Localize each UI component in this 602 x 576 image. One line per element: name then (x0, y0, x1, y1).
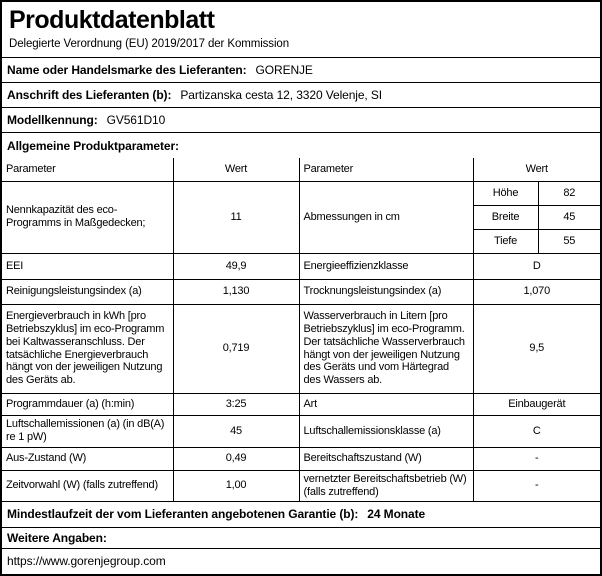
value-noise-emissions: 45 (173, 415, 299, 447)
header-wert-left: Wert (173, 158, 299, 181)
value-eei: 49,9 (173, 253, 299, 279)
table-row-eei (2, 253, 600, 279)
param-drying-index: Trocknungsleistungsindex (a) (299, 279, 473, 304)
param-type: Art (299, 393, 473, 415)
address-row (2, 83, 600, 108)
value-off-mode: 0,49 (173, 447, 299, 470)
param-off-mode: Aus-Zustand (W) (2, 447, 173, 470)
table-row-energy-water (2, 304, 600, 393)
page-subtitle: Delegierte Verordnung (EU) 2019/2017 der Kommission (9, 37, 290, 50)
value-noise-class: C (473, 415, 600, 447)
value-program-duration: 3:25 (173, 393, 299, 415)
param-cleaning-index: Reinigungsleistungsindex (a) (2, 279, 173, 304)
dimension-value-height: 82 (538, 181, 600, 205)
param-dimensions: Abmessungen in cm (299, 181, 473, 253)
value-energy-class: D (473, 253, 600, 279)
supplier-label: Name oder Handelsmarke des Lieferanten: (7, 63, 247, 77)
dimension-label-width: Breite (473, 205, 538, 229)
general-parameters-heading: Allgemeine Produktparameter: (7, 138, 179, 153)
dimension-value-width: 45 (538, 205, 600, 229)
dimension-value-depth: 55 (538, 229, 600, 253)
model-row (2, 108, 600, 133)
title-block (2, 2, 600, 58)
warranty-value: 24 Monate (367, 507, 426, 521)
table-header-row (2, 158, 600, 181)
table-row-delay-networked (2, 470, 600, 501)
value-type: Einbaugerät (473, 393, 600, 415)
param-noise-emissions: Luftschallemissionen (a) (in dB(A) re 1 pW) (2, 415, 173, 447)
header-parameter-left: Parameter (2, 158, 173, 181)
warranty-label: Mindestlaufzeit der vom Lieferanten angebotenen Garantie (b): (7, 507, 359, 521)
website-row (2, 549, 600, 574)
param-eei: EEI (2, 253, 173, 279)
param-energy-consumption: Energieverbrauch in kWh [pro Betriebszyklus] im eco-Programm bei Kaltwasseranschluss. Der tatsächliche Energieverbrauch hängt von der jeweiligen Nutzung des Geräts ab. (2, 304, 173, 393)
table-row-noise (2, 415, 600, 447)
param-energy-class: Energieeffizienzklasse (299, 253, 473, 279)
warranty-row (2, 501, 600, 528)
table-row-duration-type (2, 393, 600, 415)
table-row-cleaning-drying (2, 279, 600, 304)
param-delay-start: Zeitvorwahl (W) (falls zutreffend) (2, 470, 173, 501)
table-row-off-standby (2, 447, 600, 470)
address-label: Anschrift des Lieferanten (b): (7, 88, 172, 102)
value-energy-consumption: 0,719 (173, 304, 299, 393)
value-capacity: 11 (173, 181, 299, 253)
param-program-duration: Programmdauer (a) (h:min) (2, 393, 173, 415)
value-delay-start: 1,00 (173, 470, 299, 501)
value-standby: - (473, 447, 600, 470)
parameters-table (2, 158, 600, 502)
value-cleaning-index: 1,130 (173, 279, 299, 304)
param-networked-standby: vernetzter Bereitschaftsbetrieb (W) (falls zutreffend) (299, 470, 473, 501)
value-water-consumption: 9,5 (473, 304, 600, 393)
model-label: Modellkennung: (7, 113, 98, 127)
supplier-row (2, 58, 600, 83)
website-url: https://www.gorenjegroup.com (7, 554, 166, 568)
more-info-heading: Weitere Angaben: (2, 528, 600, 549)
header-parameter-right: Parameter (299, 158, 473, 181)
dimension-label-height: Höhe (473, 181, 538, 205)
param-noise-class: Luftschallemissionsklasse (a) (299, 415, 473, 447)
value-drying-index: 1,070 (473, 279, 600, 304)
table-row-capacity-dimensions (2, 181, 600, 205)
param-water-consumption: Wasserverbrauch in Litern [pro Betriebszyklus] im eco-Programm. Der tatsächliche Wasserverbrauch hängt von der jeweiligen Nutzung des Geräts und vom Härtegrad des Wassers ab. (299, 304, 473, 393)
header-wert-right: Wert (473, 158, 600, 181)
value-networked-standby: - (473, 470, 600, 501)
param-standby: Bereitschaftszustand (W) (299, 447, 473, 470)
address-value: Partizanska cesta 12, 3320 Velenje, SI (180, 88, 383, 102)
supplier-value: GORENJE (255, 63, 313, 77)
param-capacity: Nennkapazität des eco-Programms in Maßgedecken; (2, 181, 173, 253)
page-title: Produktdatenblatt (9, 6, 215, 34)
dimension-label-depth: Tiefe (473, 229, 538, 253)
model-value: GV561D10 (106, 113, 166, 127)
